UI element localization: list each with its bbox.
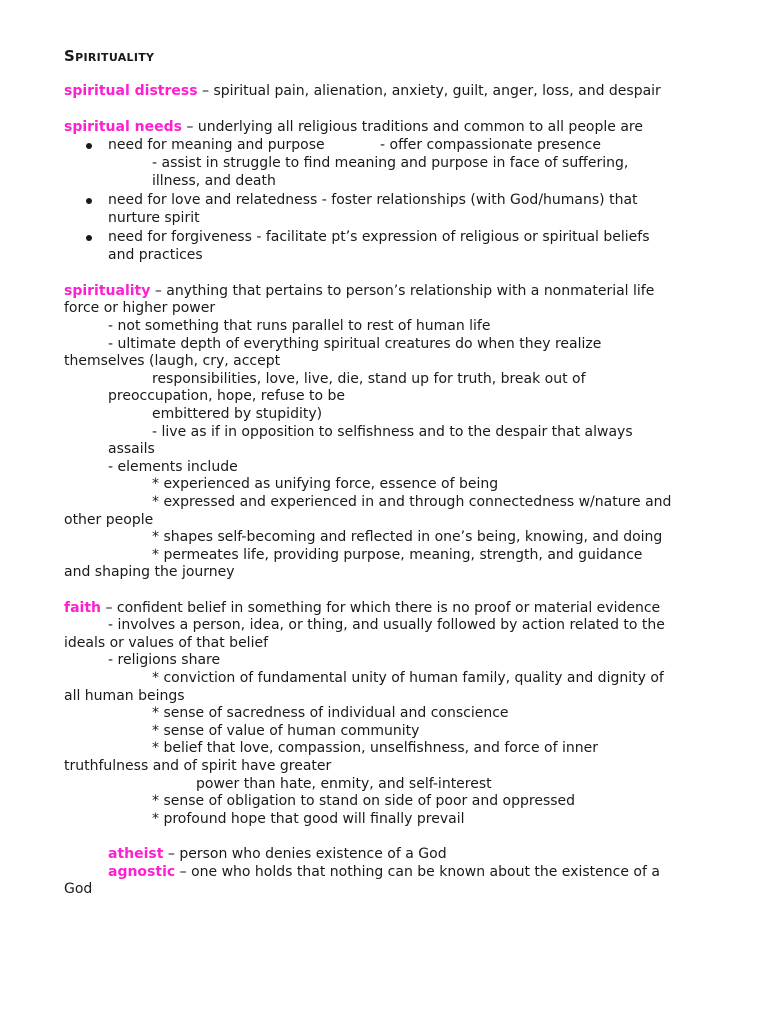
needs-bullet-1-action: - offer compassionate presence [380, 137, 601, 153]
bullet-icon [86, 198, 92, 204]
agnostic-text: God [64, 881, 93, 897]
faith-text: ideals or values of that belief [64, 635, 269, 651]
page-title: Spirituality [64, 47, 155, 65]
spirituality-definition: – anything that pertains to person’s relationship with a nonmaterial life [150, 283, 655, 299]
spirituality-text: embittered by stupidity) [152, 406, 323, 422]
spirituality-element: and shaping the journey [64, 564, 235, 580]
spirituality-element: * expressed and experienced in and through connectedness w/nature and [152, 494, 672, 510]
faith-text: - religions share [108, 652, 221, 668]
spirituality-text: - live as if in opposition to selfishness and to the despair that always [152, 424, 633, 440]
faith-shared-item: all human beings [64, 688, 185, 704]
term-spiritual-distress: spiritual distress [64, 83, 198, 99]
spirituality-element: * shapes self-becoming and reflected in one’s being, knowing, and doing [152, 529, 663, 545]
agnostic-definition: – one who holds that nothing can be known about the existence of a [175, 864, 660, 880]
faith-shared-item: * belief that love, compassion, unselfishness, and force of inner [152, 740, 598, 756]
spirituality-text: - elements include [108, 459, 238, 475]
atheist-definition: – person who denies existence of a God [163, 846, 447, 862]
faith-shared-item: * conviction of fundamental unity of human family, quality and dignity of [152, 670, 664, 686]
faith-shared-item: * sense of obligation to stand on side of poor and oppressed [152, 793, 576, 809]
distress-line [64, 83, 661, 100]
needs-definition: – underlying all religious traditions and common to all people are [181, 119, 643, 135]
bullet-icon [86, 143, 92, 149]
needs-bullet-1-detail: - assist in struggle to find meaning and purpose in face of suffering, [152, 155, 629, 171]
bullet-icon [86, 235, 92, 241]
needs-bullet-1: need for meaning and purpose [108, 137, 325, 153]
faith-line [64, 600, 660, 617]
spirituality-text: preoccupation, hope, refuse to be [108, 388, 346, 404]
needs-bullet-2-cont: nurture spirit [108, 210, 200, 226]
term-agnostic: agnostic [108, 864, 176, 880]
needs-bullet-1-detail-cont: illness, and death [152, 173, 276, 189]
agnostic-line [108, 864, 660, 881]
spirituality-text: themselves (laugh, cry, accept [64, 353, 281, 369]
spirituality-element: * permeates life, providing purpose, meaning, strength, and guidance [152, 547, 643, 563]
spirituality-text: - ultimate depth of everything spiritual creatures do when they realize [108, 336, 602, 352]
spirituality-element: other people [64, 512, 154, 528]
term-spiritual-needs: spiritual needs [64, 119, 182, 135]
spirituality-text: assails [108, 441, 155, 457]
faith-shared-item: * sense of sacredness of individual and conscience [152, 705, 509, 721]
faith-shared-item: power than hate, enmity, and self-interest [196, 776, 492, 792]
needs-bullet-3: need for forgiveness - facilitate pt’s expression of religious or spiritual beliefs [108, 229, 650, 245]
needs-line [64, 119, 643, 136]
faith-shared-item: truthfulness and of spirit have greater [64, 758, 332, 774]
faith-definition: – confident belief in something for which there is no proof or material evidence [101, 600, 661, 616]
spirituality-text: responsibilities, love, live, die, stand up for truth, break out of [152, 371, 586, 387]
faith-shared-item: * sense of value of human community [152, 723, 420, 739]
spirituality-text: - not something that runs parallel to rest of human life [108, 318, 491, 334]
spirituality-line [64, 283, 654, 300]
distress-definition: – spiritual pain, alienation, anxiety, guilt, anger, loss, and despair [197, 83, 661, 99]
term-faith: faith [64, 600, 101, 616]
atheist-line [108, 846, 447, 863]
term-spirituality: spirituality [64, 283, 151, 299]
term-atheist: atheist [108, 846, 164, 862]
spirituality-text: force or higher power [64, 300, 216, 316]
needs-bullet-2: need for love and relatedness - foster relationships (with God/humans) that [108, 192, 638, 208]
needs-bullet-3-cont: and practices [108, 247, 203, 263]
spirituality-element: * experienced as unifying force, essence of being [152, 476, 499, 492]
faith-text: - involves a person, idea, or thing, and usually followed by action related to the [108, 617, 665, 633]
faith-shared-item: * profound hope that good will finally prevail [152, 811, 465, 827]
